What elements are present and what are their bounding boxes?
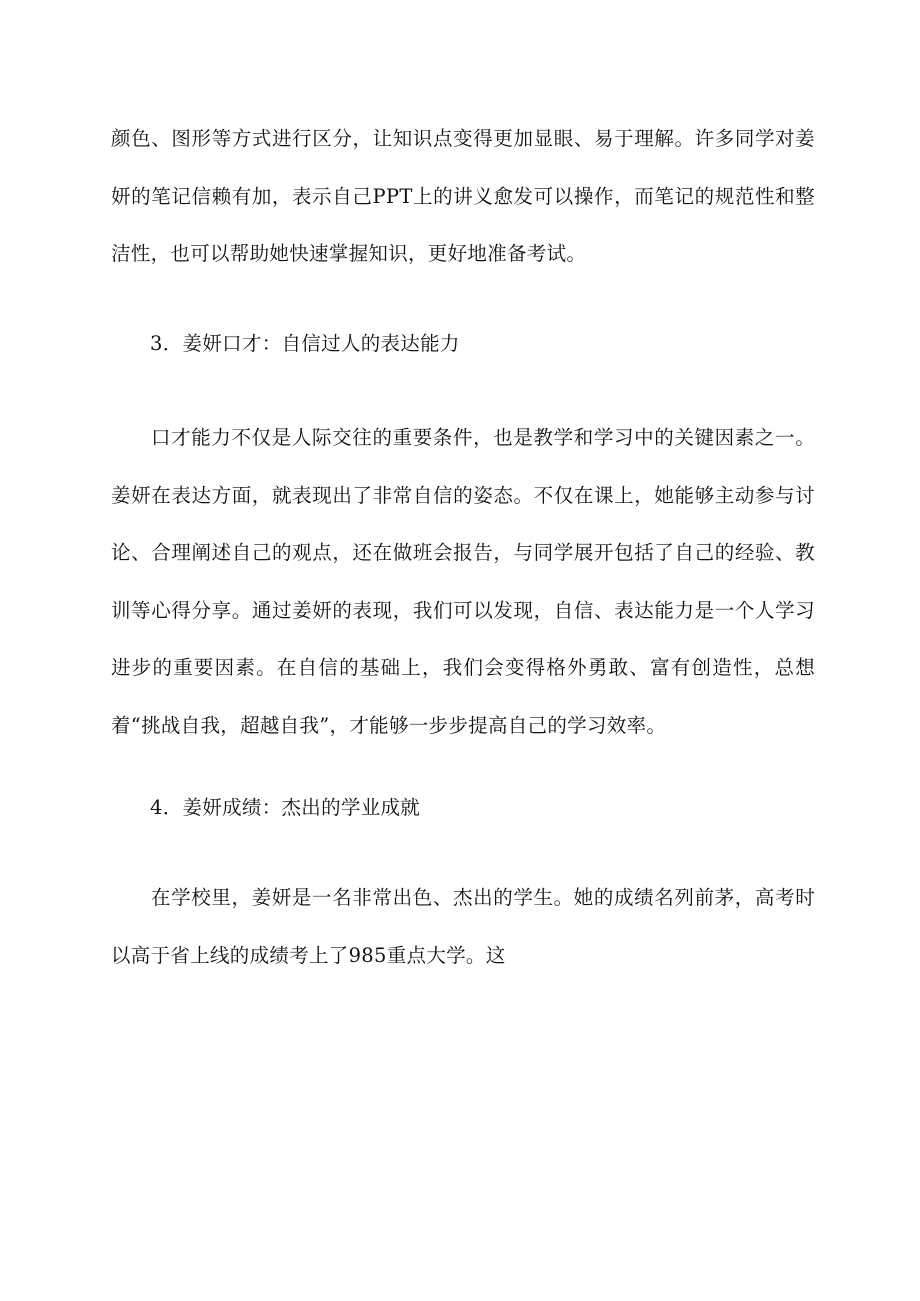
- paragraph-notes-continuation: 颜色、图形等方式进行区分，让知识点变得更加显眼、易于理解。许多同学对姜妍的笔记信赖有加，表示自己PPT上的讲义愈发可以操作，而笔记的规范性和整洁性，也可以帮助她快速掌握知识，更好地准备考试。: [111, 127, 815, 265]
- section-heading-3-eloquence: 3．姜妍口才：自信过人的表达能力: [150, 332, 460, 355]
- paragraph-eloquence: 口才能力不仅是人际交往的重要条件，也是教学和学习中的关键因素之一。姜妍在表达方面，就表现出了非常自信的姿态。不仅在课上，她能够主动参与讨论、合理阐述自己的观点，还在做班会报告，与同学展开包括了自己的经验、教训等心得分享。通过姜妍的表现，我们可以发现，自信、表达能力是一个人学习进步的重要因素。在自信的基础上，我们会变得格外勇敢、富有创造性，总想着“挑战自我，超越自我”，才能够一步步提高自己的学习效率。: [111, 426, 815, 737]
- section-heading-4-grades: 4．姜妍成绩：杰出的学业成就: [150, 796, 421, 819]
- paragraph-grades: 在学校里，姜妍是一名非常出色、杰出的学生。她的成绩名列前茅，高考时以高于省上线的成绩考上了985重点大学。这: [111, 886, 815, 967]
